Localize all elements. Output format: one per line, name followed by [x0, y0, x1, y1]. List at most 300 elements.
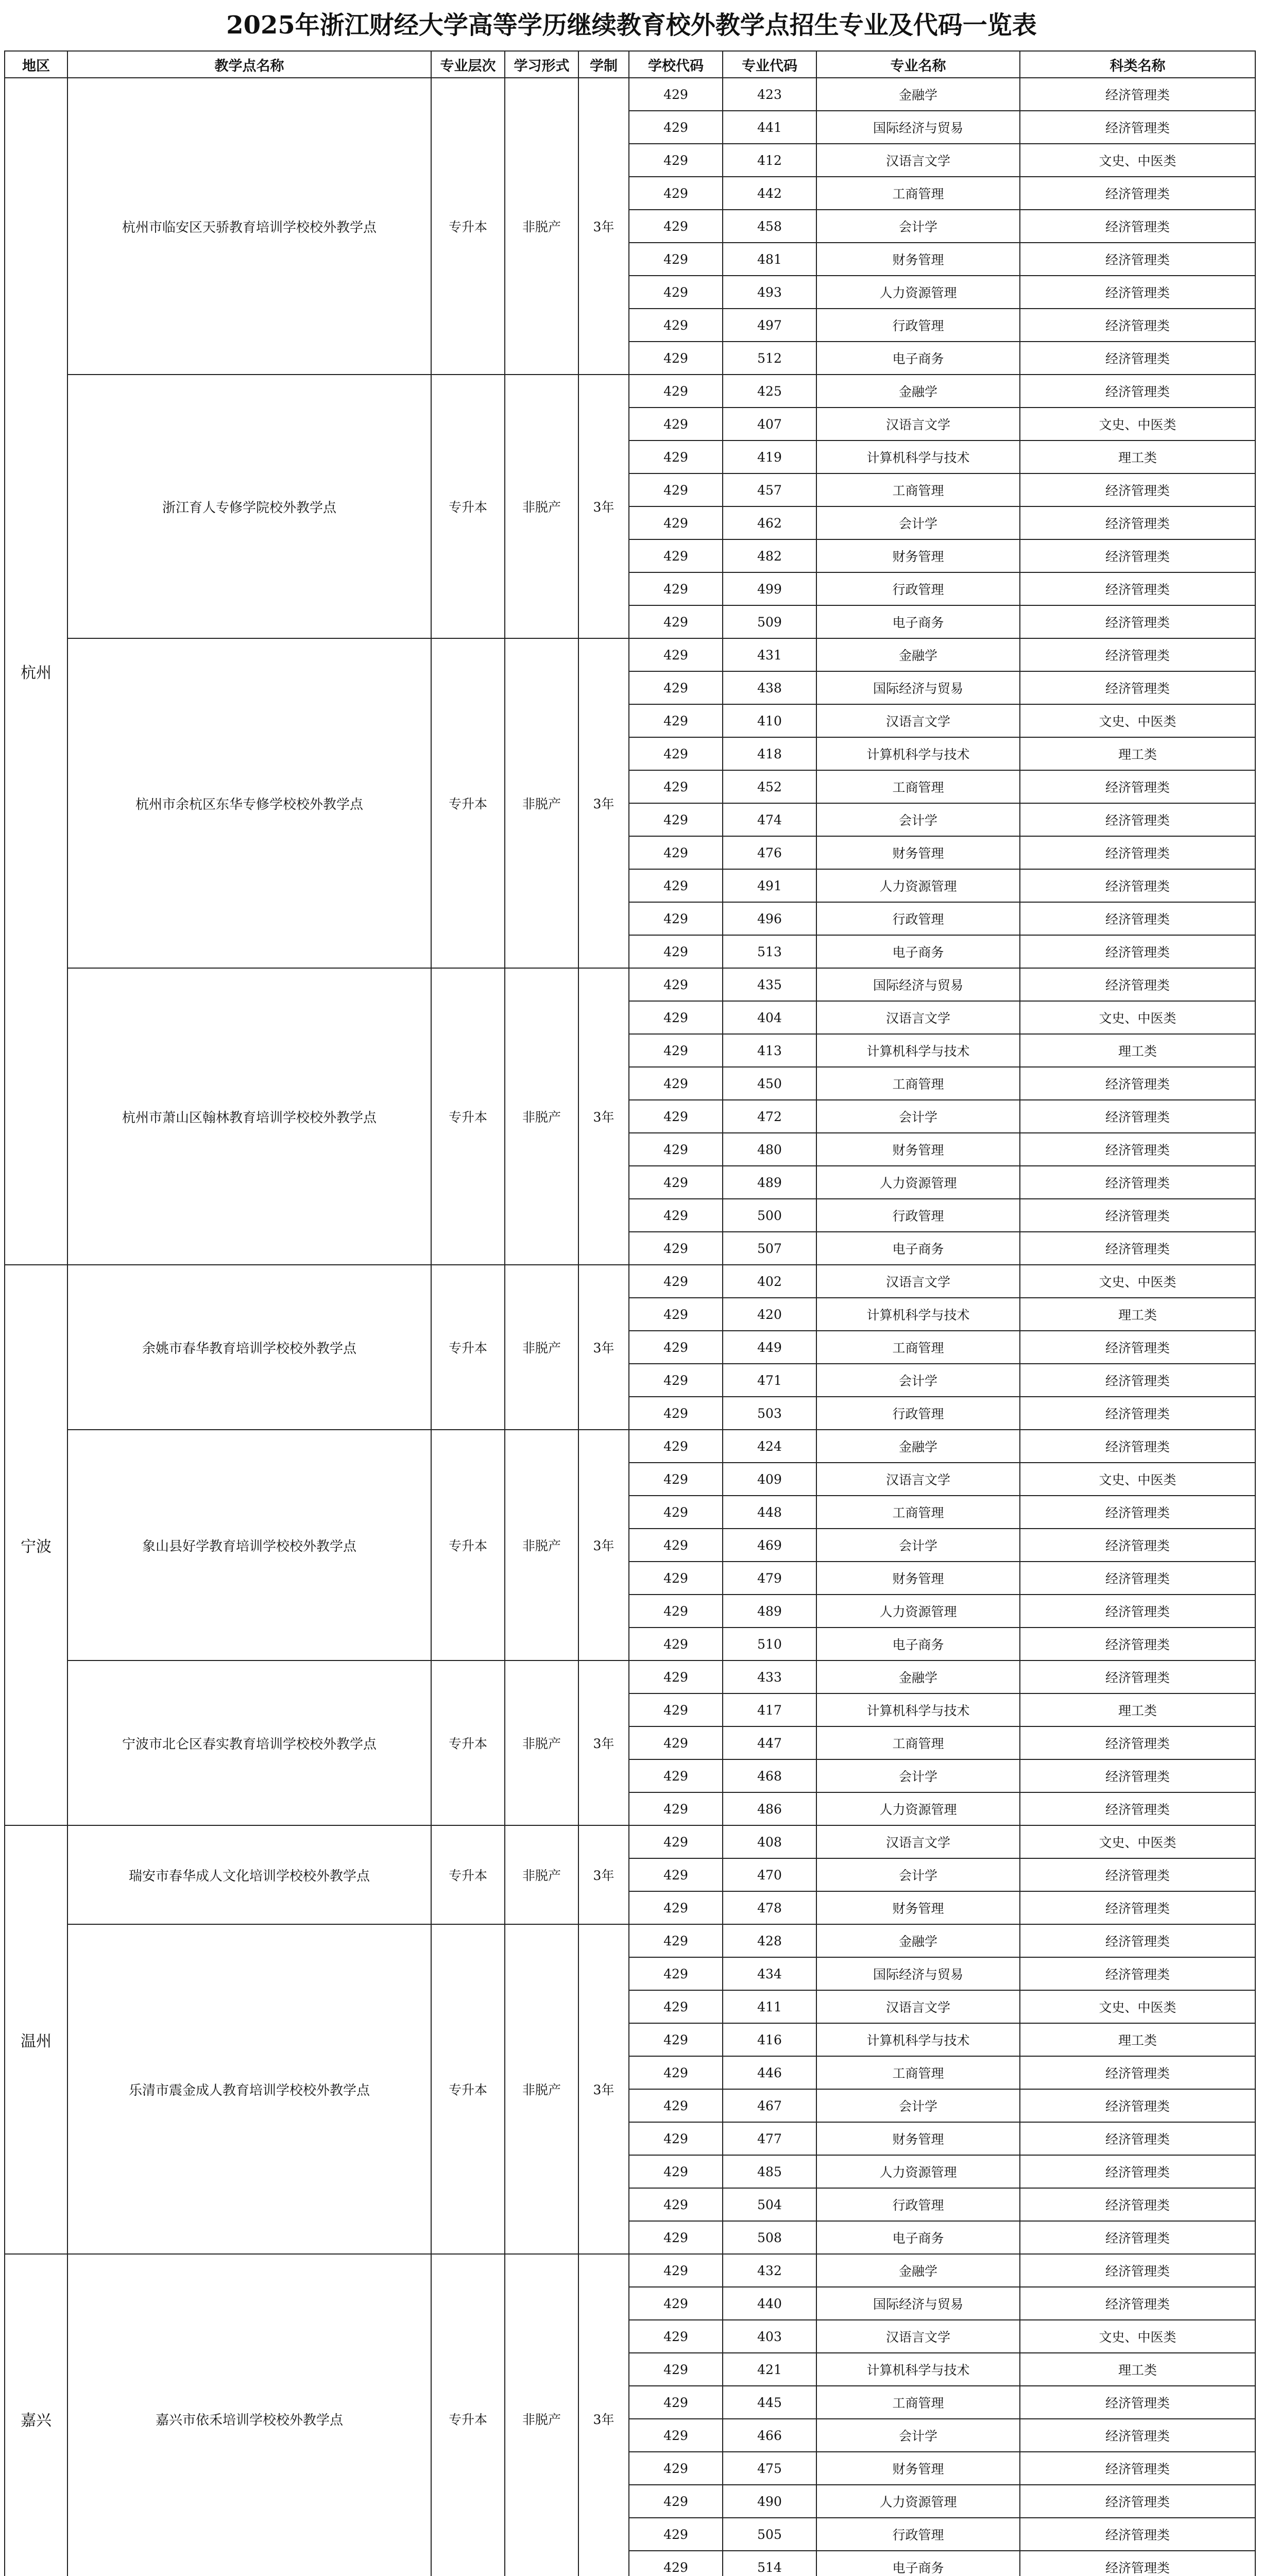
major-name-cell: 金融学 [816, 638, 1020, 671]
school-code-cell: 429 [629, 111, 723, 144]
header-region: 地区 [5, 51, 67, 78]
category-cell: 经济管理类 [1020, 803, 1255, 836]
school-code-cell: 429 [629, 737, 723, 770]
category-cell: 经济管理类 [1020, 2122, 1255, 2155]
region-cell: 嘉兴 [5, 2254, 67, 2576]
study-form-cell: 非脱产 [505, 638, 578, 968]
major-code-cell: 468 [723, 1759, 816, 1792]
major-name-cell: 电子商务 [816, 342, 1020, 375]
school-code-cell: 429 [629, 836, 723, 869]
major-name-cell: 计算机科学与技术 [816, 440, 1020, 473]
category-cell: 经济管理类 [1020, 2452, 1255, 2485]
major-code-cell: 440 [723, 2287, 816, 2320]
header-major-name: 专业名称 [816, 51, 1020, 78]
table-row [5, 2254, 1255, 2287]
point-name-cell: 杭州市临安区天骄教育培训学校校外教学点 [67, 78, 431, 375]
major-code-cell: 505 [723, 2518, 816, 2551]
major-name-cell: 行政管理 [816, 572, 1020, 605]
study-form-cell: 非脱产 [505, 1825, 578, 1924]
category-cell: 经济管理类 [1020, 935, 1255, 968]
major-code-cell: 472 [723, 1100, 816, 1133]
category-cell: 经济管理类 [1020, 2551, 1255, 2576]
major-code-cell: 428 [723, 1924, 816, 1957]
school-code-cell: 429 [629, 2353, 723, 2386]
major-code-cell: 466 [723, 2419, 816, 2452]
level-cell: 专升本 [431, 1660, 505, 1825]
category-cell: 经济管理类 [1020, 309, 1255, 342]
major-name-cell: 电子商务 [816, 2221, 1020, 2254]
school-code-cell: 429 [629, 210, 723, 243]
major-name-cell: 计算机科学与技术 [816, 1034, 1020, 1067]
point-name-cell: 象山县好学教育培训学校校外教学点 [67, 1430, 431, 1660]
major-code-cell: 404 [723, 1001, 816, 1034]
category-cell: 经济管理类 [1020, 506, 1255, 539]
major-name-cell: 财务管理 [816, 1133, 1020, 1166]
major-name-cell: 工商管理 [816, 770, 1020, 803]
major-name-cell: 计算机科学与技术 [816, 1693, 1020, 1726]
years-cell: 3年 [578, 375, 629, 638]
category-cell: 文史、中医类 [1020, 408, 1255, 440]
school-code-cell: 429 [629, 1726, 723, 1759]
category-cell: 经济管理类 [1020, 2485, 1255, 2518]
major-code-cell: 514 [723, 2551, 816, 2576]
major-code-cell: 413 [723, 1034, 816, 1067]
major-name-cell: 电子商务 [816, 2551, 1020, 2576]
major-code-cell: 480 [723, 1133, 816, 1166]
major-code-cell: 482 [723, 539, 816, 572]
years-cell: 3年 [578, 78, 629, 375]
school-code-cell: 429 [629, 1331, 723, 1364]
level-cell: 专升本 [431, 1825, 505, 1924]
years-cell: 3年 [578, 2254, 629, 2576]
major-code-cell: 447 [723, 1726, 816, 1759]
region-cell: 温州 [5, 1825, 67, 2254]
school-code-cell: 429 [629, 1660, 723, 1693]
major-code-cell: 497 [723, 309, 816, 342]
category-cell: 经济管理类 [1020, 2518, 1255, 2551]
school-code-cell: 429 [629, 473, 723, 506]
major-code-cell: 419 [723, 440, 816, 473]
major-code-cell: 435 [723, 968, 816, 1001]
school-code-cell: 429 [629, 1199, 723, 1232]
major-code-cell: 507 [723, 1232, 816, 1265]
study-form-cell: 非脱产 [505, 375, 578, 638]
school-code-cell: 429 [629, 2056, 723, 2089]
school-code-cell: 429 [629, 1166, 723, 1199]
major-name-cell: 行政管理 [816, 309, 1020, 342]
school-code-cell: 429 [629, 408, 723, 440]
category-cell: 经济管理类 [1020, 968, 1255, 1001]
major-code-cell: 411 [723, 1990, 816, 2023]
school-code-cell: 429 [629, 2254, 723, 2287]
major-code-cell: 508 [723, 2221, 816, 2254]
school-code-cell: 429 [629, 375, 723, 408]
major-name-cell: 人力资源管理 [816, 1166, 1020, 1199]
category-cell: 经济管理类 [1020, 2287, 1255, 2320]
table-row [5, 375, 1255, 408]
major-code-cell: 490 [723, 2485, 816, 2518]
major-code-cell: 500 [723, 1199, 816, 1232]
school-code-cell: 429 [629, 2287, 723, 2320]
years-cell: 3年 [578, 1660, 629, 1825]
school-code-cell: 429 [629, 1496, 723, 1529]
category-cell: 经济管理类 [1020, 1957, 1255, 1990]
major-name-cell: 行政管理 [816, 1199, 1020, 1232]
category-cell: 经济管理类 [1020, 2155, 1255, 2188]
school-code-cell: 429 [629, 2089, 723, 2122]
category-cell: 理工类 [1020, 2023, 1255, 2056]
category-cell: 经济管理类 [1020, 1595, 1255, 1628]
school-code-cell: 429 [629, 1298, 723, 1331]
school-code-cell: 429 [629, 539, 723, 572]
major-code-cell: 402 [723, 1265, 816, 1298]
years-cell: 3年 [578, 1265, 629, 1430]
major-code-cell: 479 [723, 1562, 816, 1595]
major-code-cell: 418 [723, 737, 816, 770]
major-code-cell: 476 [723, 836, 816, 869]
point-name-cell: 杭州市萧山区翰林教育培训学校校外教学点 [67, 968, 431, 1265]
major-code-cell: 433 [723, 1660, 816, 1693]
category-cell: 经济管理类 [1020, 2386, 1255, 2419]
school-code-cell: 429 [629, 1133, 723, 1166]
category-cell: 经济管理类 [1020, 1529, 1255, 1562]
major-name-cell: 人力资源管理 [816, 276, 1020, 309]
level-cell: 专升本 [431, 1265, 505, 1430]
category-cell: 经济管理类 [1020, 1166, 1255, 1199]
major-name-cell: 电子商务 [816, 1232, 1020, 1265]
major-name-cell: 计算机科学与技术 [816, 2353, 1020, 2386]
category-cell: 经济管理类 [1020, 869, 1255, 902]
category-cell: 经济管理类 [1020, 1397, 1255, 1430]
school-code-cell: 429 [629, 78, 723, 111]
major-name-cell: 会计学 [816, 2419, 1020, 2452]
category-cell: 经济管理类 [1020, 111, 1255, 144]
region-cell: 杭州 [5, 78, 67, 1265]
school-code-cell: 429 [629, 1891, 723, 1924]
major-name-cell: 工商管理 [816, 1331, 1020, 1364]
study-form-cell: 非脱产 [505, 1430, 578, 1660]
major-code-cell: 407 [723, 408, 816, 440]
major-name-cell: 国际经济与贸易 [816, 1957, 1020, 1990]
major-name-cell: 汉语言文学 [816, 1001, 1020, 1034]
major-name-cell: 计算机科学与技术 [816, 1298, 1020, 1331]
major-code-cell: 457 [723, 473, 816, 506]
school-code-cell: 429 [629, 2419, 723, 2452]
major-name-cell: 金融学 [816, 2254, 1020, 2287]
major-code-cell: 513 [723, 935, 816, 968]
school-code-cell: 429 [629, 605, 723, 638]
major-name-cell: 汉语言文学 [816, 408, 1020, 440]
major-name-cell: 国际经济与贸易 [816, 2287, 1020, 2320]
major-name-cell: 金融学 [816, 1924, 1020, 1957]
category-cell: 经济管理类 [1020, 2056, 1255, 2089]
major-code-cell: 441 [723, 111, 816, 144]
major-code-cell: 410 [723, 704, 816, 737]
header-study-form: 学习形式 [505, 51, 578, 78]
header-school-code: 学校代码 [629, 51, 723, 78]
years-cell: 3年 [578, 1924, 629, 2254]
school-code-cell: 429 [629, 2122, 723, 2155]
major-name-cell: 工商管理 [816, 1726, 1020, 1759]
school-code-cell: 429 [629, 1430, 723, 1463]
school-code-cell: 429 [629, 506, 723, 539]
category-cell: 经济管理类 [1020, 78, 1255, 111]
category-cell: 经济管理类 [1020, 1100, 1255, 1133]
major-code-cell: 504 [723, 2188, 816, 2221]
major-name-cell: 会计学 [816, 1759, 1020, 1792]
category-cell: 经济管理类 [1020, 473, 1255, 506]
study-form-cell: 非脱产 [505, 1660, 578, 1825]
major-code-cell: 448 [723, 1496, 816, 1529]
major-code-cell: 469 [723, 1529, 816, 1562]
major-name-cell: 财务管理 [816, 539, 1020, 572]
school-code-cell: 429 [629, 1463, 723, 1496]
school-code-cell: 429 [629, 770, 723, 803]
category-cell: 文史、中医类 [1020, 144, 1255, 177]
school-code-cell: 429 [629, 704, 723, 737]
school-code-cell: 429 [629, 1792, 723, 1825]
category-cell: 经济管理类 [1020, 2221, 1255, 2254]
school-code-cell: 429 [629, 1397, 723, 1430]
category-cell: 经济管理类 [1020, 1331, 1255, 1364]
major-code-cell: 412 [723, 144, 816, 177]
major-name-cell: 电子商务 [816, 605, 1020, 638]
point-name-cell: 嘉兴市依禾培训学校校外教学点 [67, 2254, 431, 2576]
major-code-cell: 474 [723, 803, 816, 836]
major-code-cell: 434 [723, 1957, 816, 1990]
major-name-cell: 会计学 [816, 210, 1020, 243]
category-cell: 经济管理类 [1020, 1199, 1255, 1232]
point-name-cell: 杭州市余杭区东华专修学校校外教学点 [67, 638, 431, 968]
major-name-cell: 金融学 [816, 375, 1020, 408]
major-code-cell: 509 [723, 605, 816, 638]
category-cell: 经济管理类 [1020, 1562, 1255, 1595]
years-cell: 3年 [578, 1825, 629, 1924]
study-form-cell: 非脱产 [505, 968, 578, 1265]
major-name-cell: 会计学 [816, 2089, 1020, 2122]
category-cell: 文史、中医类 [1020, 1001, 1255, 1034]
study-form-cell: 非脱产 [505, 1924, 578, 2254]
major-name-cell: 行政管理 [816, 2188, 1020, 2221]
study-form-cell: 非脱产 [505, 78, 578, 375]
major-code-cell: 493 [723, 276, 816, 309]
school-code-cell: 429 [629, 144, 723, 177]
school-code-cell: 429 [629, 1562, 723, 1595]
category-cell: 理工类 [1020, 2353, 1255, 2386]
school-code-cell: 429 [629, 2452, 723, 2485]
school-code-cell: 429 [629, 1265, 723, 1298]
study-form-cell: 非脱产 [505, 2254, 578, 2576]
page-title: 2025年浙江财经大学高等学历继续教育校外教学点招生专业及代码一览表 [226, 11, 1037, 40]
school-code-cell: 429 [629, 1693, 723, 1726]
category-cell: 文史、中医类 [1020, 1825, 1255, 1858]
major-code-cell: 442 [723, 177, 816, 210]
school-code-cell: 429 [629, 2485, 723, 2518]
major-name-cell: 会计学 [816, 1100, 1020, 1133]
major-code-cell: 477 [723, 2122, 816, 2155]
school-code-cell: 429 [629, 902, 723, 935]
major-name-cell: 行政管理 [816, 1397, 1020, 1430]
major-name-cell: 国际经济与贸易 [816, 671, 1020, 704]
category-cell: 经济管理类 [1020, 1726, 1255, 1759]
major-name-cell: 人力资源管理 [816, 869, 1020, 902]
category-cell: 经济管理类 [1020, 1067, 1255, 1100]
school-code-cell: 429 [629, 342, 723, 375]
major-name-cell: 国际经济与贸易 [816, 111, 1020, 144]
category-cell: 经济管理类 [1020, 276, 1255, 309]
school-code-cell: 429 [629, 1825, 723, 1858]
category-cell: 理工类 [1020, 1034, 1255, 1067]
major-name-cell: 汉语言文学 [816, 1990, 1020, 2023]
years-cell: 3年 [578, 968, 629, 1265]
category-cell: 理工类 [1020, 737, 1255, 770]
major-code-cell: 408 [723, 1825, 816, 1858]
major-code-cell: 499 [723, 572, 816, 605]
category-cell: 经济管理类 [1020, 2089, 1255, 2122]
major-name-cell: 汉语言文学 [816, 1265, 1020, 1298]
major-code-cell: 417 [723, 1693, 816, 1726]
major-name-cell: 财务管理 [816, 836, 1020, 869]
category-cell: 文史、中医类 [1020, 1990, 1255, 2023]
header-row [5, 51, 1255, 78]
category-cell: 经济管理类 [1020, 1660, 1255, 1693]
major-code-cell: 462 [723, 506, 816, 539]
category-cell: 经济管理类 [1020, 1858, 1255, 1891]
major-name-cell: 国际经济与贸易 [816, 968, 1020, 1001]
school-code-cell: 429 [629, 1957, 723, 1990]
category-cell: 经济管理类 [1020, 671, 1255, 704]
years-cell: 3年 [578, 638, 629, 968]
header-level: 专业层次 [431, 51, 505, 78]
major-code-cell: 458 [723, 210, 816, 243]
major-name-cell: 金融学 [816, 1660, 1020, 1693]
school-code-cell: 429 [629, 671, 723, 704]
major-code-cell: 446 [723, 2056, 816, 2089]
header-years: 学制 [578, 51, 629, 78]
category-cell: 经济管理类 [1020, 1364, 1255, 1397]
major-code-cell: 403 [723, 2320, 816, 2353]
major-code-cell: 416 [723, 2023, 816, 2056]
major-code-cell: 496 [723, 902, 816, 935]
major-name-cell: 人力资源管理 [816, 1792, 1020, 1825]
major-name-cell: 汉语言文学 [816, 1463, 1020, 1496]
table-body [5, 78, 1255, 2576]
major-code-cell: 421 [723, 2353, 816, 2386]
major-name-cell: 行政管理 [816, 2518, 1020, 2551]
school-code-cell: 429 [629, 309, 723, 342]
category-cell: 经济管理类 [1020, 638, 1255, 671]
school-code-cell: 429 [629, 1990, 723, 2023]
school-code-cell: 429 [629, 935, 723, 968]
category-cell: 理工类 [1020, 1298, 1255, 1331]
major-name-cell: 行政管理 [816, 902, 1020, 935]
major-code-cell: 423 [723, 78, 816, 111]
major-code-cell: 486 [723, 1792, 816, 1825]
level-cell: 专升本 [431, 1430, 505, 1660]
category-cell: 经济管理类 [1020, 902, 1255, 935]
category-cell: 文史、中医类 [1020, 1463, 1255, 1496]
major-name-cell: 金融学 [816, 78, 1020, 111]
school-code-cell: 429 [629, 1100, 723, 1133]
school-code-cell: 429 [629, 968, 723, 1001]
study-form-cell: 非脱产 [505, 1265, 578, 1430]
category-cell: 经济管理类 [1020, 375, 1255, 408]
school-code-cell: 429 [629, 638, 723, 671]
level-cell: 专升本 [431, 1924, 505, 2254]
major-code-cell: 491 [723, 869, 816, 902]
major-code-cell: 424 [723, 1430, 816, 1463]
major-code-cell: 510 [723, 1628, 816, 1660]
category-cell: 经济管理类 [1020, 2254, 1255, 2287]
region-cell: 宁波 [5, 1265, 67, 1825]
major-name-cell: 会计学 [816, 1364, 1020, 1397]
major-name-cell: 会计学 [816, 1529, 1020, 1562]
point-name-cell: 浙江育人专修学院校外教学点 [67, 375, 431, 638]
school-code-cell: 429 [629, 869, 723, 902]
major-code-cell: 467 [723, 2089, 816, 2122]
category-cell: 经济管理类 [1020, 1924, 1255, 1957]
header-category: 科类名称 [1020, 51, 1255, 78]
major-name-cell: 工商管理 [816, 177, 1020, 210]
header-point-name: 教学点名称 [67, 51, 431, 78]
major-name-cell: 人力资源管理 [816, 2485, 1020, 2518]
major-code-cell: 425 [723, 375, 816, 408]
school-code-cell: 429 [629, 572, 723, 605]
school-code-cell: 429 [629, 2221, 723, 2254]
category-cell: 经济管理类 [1020, 1628, 1255, 1660]
table-row [5, 1825, 1255, 1858]
major-code-cell: 445 [723, 2386, 816, 2419]
major-name-cell: 金融学 [816, 1430, 1020, 1463]
major-name-cell: 财务管理 [816, 243, 1020, 276]
major-name-cell: 工商管理 [816, 1496, 1020, 1529]
category-cell: 理工类 [1020, 440, 1255, 473]
school-code-cell: 429 [629, 1364, 723, 1397]
major-code-cell: 485 [723, 2155, 816, 2188]
major-name-cell: 财务管理 [816, 1562, 1020, 1595]
school-code-cell: 429 [629, 2188, 723, 2221]
point-name-cell: 乐清市震金成人教育培训学校校外教学点 [67, 1924, 431, 2254]
point-name-cell: 瑞安市春华成人文化培训学校校外教学点 [67, 1825, 431, 1924]
level-cell: 专升本 [431, 968, 505, 1265]
major-name-cell: 汉语言文学 [816, 2320, 1020, 2353]
major-code-cell: 432 [723, 2254, 816, 2287]
major-name-cell: 人力资源管理 [816, 1595, 1020, 1628]
major-code-cell: 431 [723, 638, 816, 671]
school-code-cell: 429 [629, 1529, 723, 1562]
major-name-cell: 工商管理 [816, 2056, 1020, 2089]
school-code-cell: 429 [629, 2551, 723, 2576]
category-cell: 文史、中医类 [1020, 704, 1255, 737]
major-code-cell: 420 [723, 1298, 816, 1331]
major-code-cell: 475 [723, 2452, 816, 2485]
major-name-cell: 电子商务 [816, 935, 1020, 968]
school-code-cell: 429 [629, 1924, 723, 1957]
category-cell: 经济管理类 [1020, 836, 1255, 869]
category-cell: 文史、中医类 [1020, 1265, 1255, 1298]
major-name-cell: 工商管理 [816, 2386, 1020, 2419]
category-cell: 经济管理类 [1020, 572, 1255, 605]
major-code-cell: 449 [723, 1331, 816, 1364]
school-code-cell: 429 [629, 1001, 723, 1034]
major-code-cell: 481 [723, 243, 816, 276]
level-cell: 专升本 [431, 638, 505, 968]
category-cell: 经济管理类 [1020, 1759, 1255, 1792]
major-code-cell: 471 [723, 1364, 816, 1397]
years-cell: 3年 [578, 1430, 629, 1660]
table-row [5, 1924, 1255, 1957]
category-cell: 经济管理类 [1020, 1430, 1255, 1463]
